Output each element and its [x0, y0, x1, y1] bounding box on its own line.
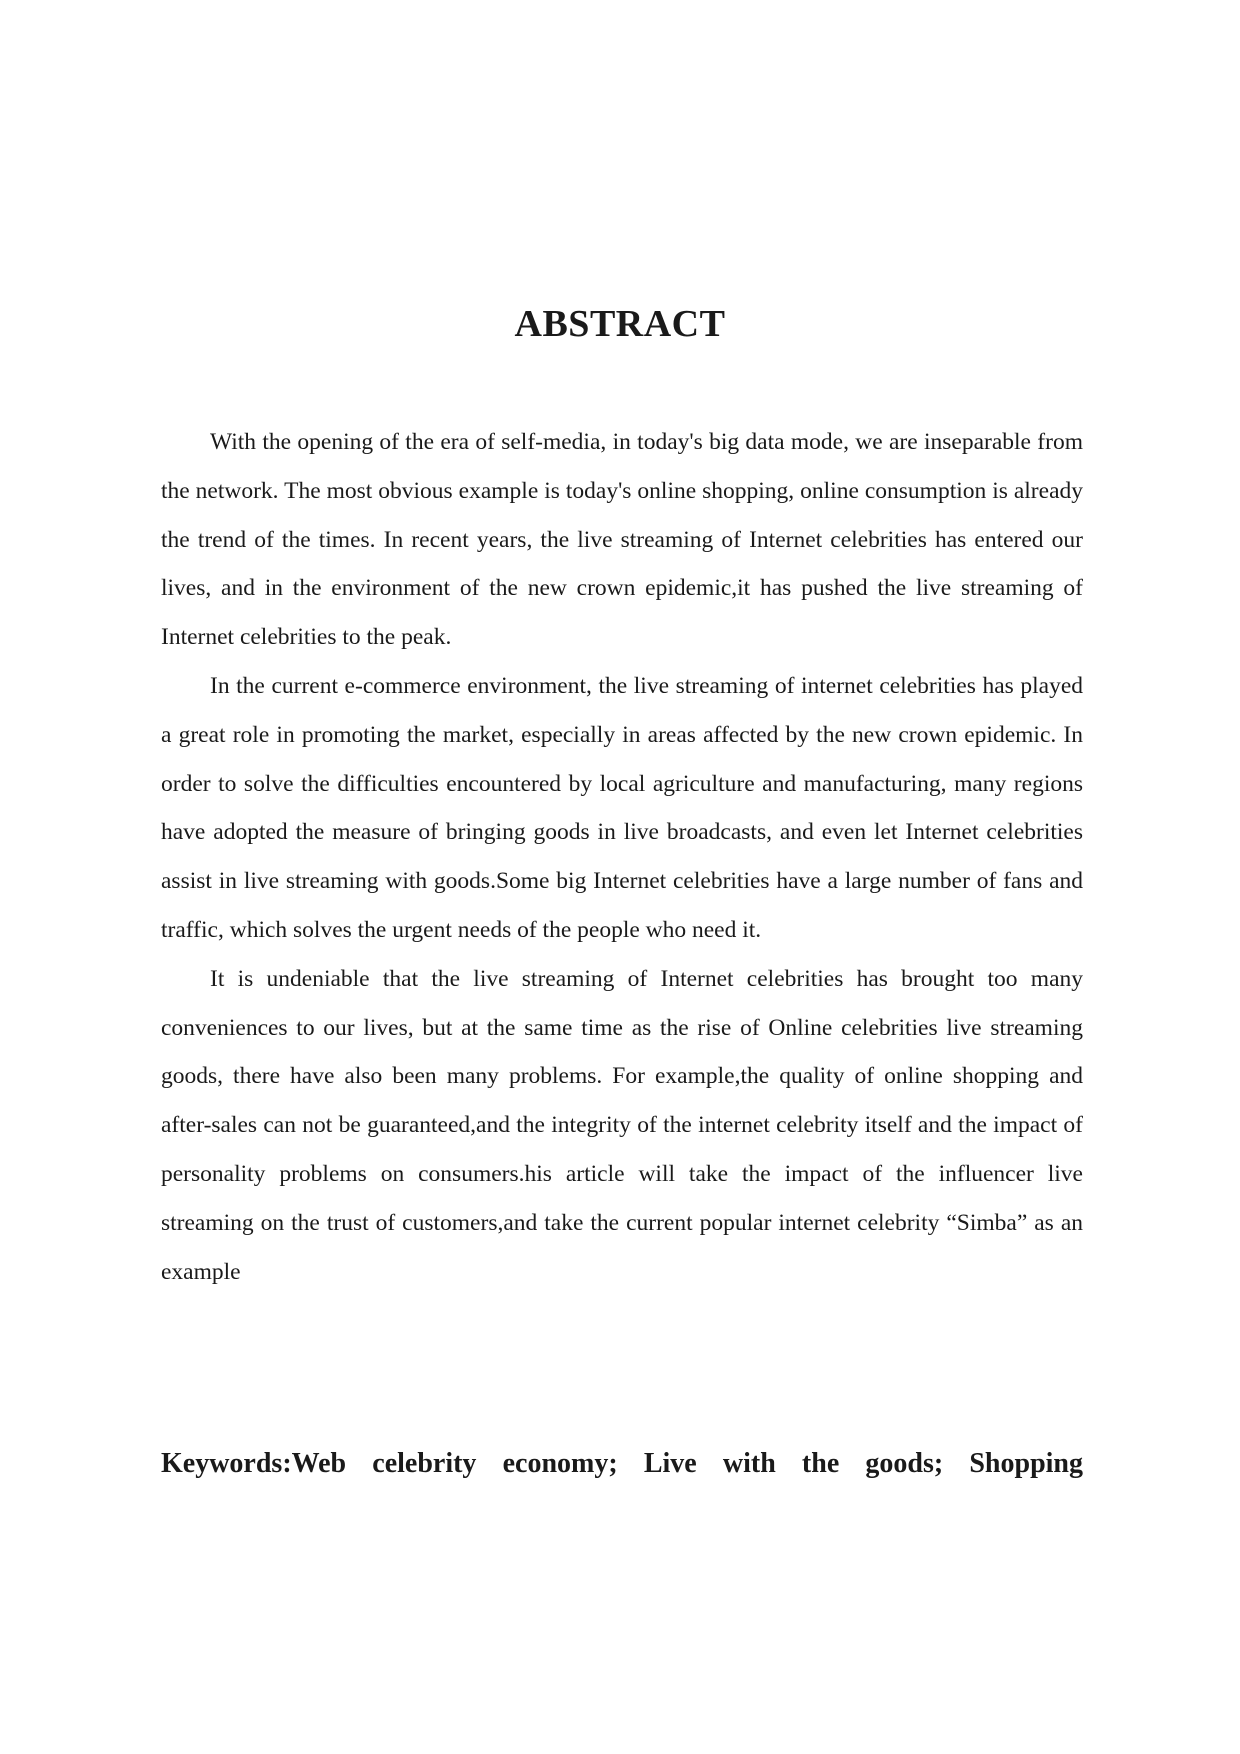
abstract-body	[161, 418, 1083, 1296]
abstract-title: ABSTRACT	[514, 303, 726, 345]
keywords-line	[161, 1444, 1083, 1484]
keywords-label: Keywords:	[161, 1448, 292, 1479]
abstract-paragraph-1: With the opening of the era of self-media, in today's big data mode, we are inseparable from the network. The most obvious example is today's online shopping, online consumption is already the trend of the times. In recent years, the live streaming of Internet celebrities has entered our lives, and in the environment of the new crown epidemic,it has pushed the live streaming of Internet celebrities to the peak.	[161, 429, 1083, 651]
keywords-text: Web celebrity economy; Live with the goods; Shopping	[291, 1448, 1083, 1479]
abstract-paragraph-2: In the current e-commerce environment, the live streaming of internet celebrities has played a great role in promoting the market, especially in areas affected by the new crown epidemic. In order to solve the difficulties encountered by local agriculture and manufacturing, many regions have adopted the measure of bringing goods in live broadcasts, and even let Internet celebrities assist in live streaming with goods.Some big Internet celebrities have a large number of fans and traffic, which solves the urgent needs of the people who need it.	[161, 672, 1083, 943]
abstract-paragraph-3: It is undeniable that the live streaming of Internet celebrities has brought too many conveniences to our lives, but at the same time as the rise of Online celebrities live streaming goods, there have also been many problems. For example,the quality of online shopping and after-sales can not be guaranteed,and the integrity of the internet celebrity itself and the impact of personality problems on consumers.his article will take the impact of the influencer live streaming on the trust of customers,and take the current popular internet celebrity “Simba” as an example	[161, 965, 1083, 1285]
